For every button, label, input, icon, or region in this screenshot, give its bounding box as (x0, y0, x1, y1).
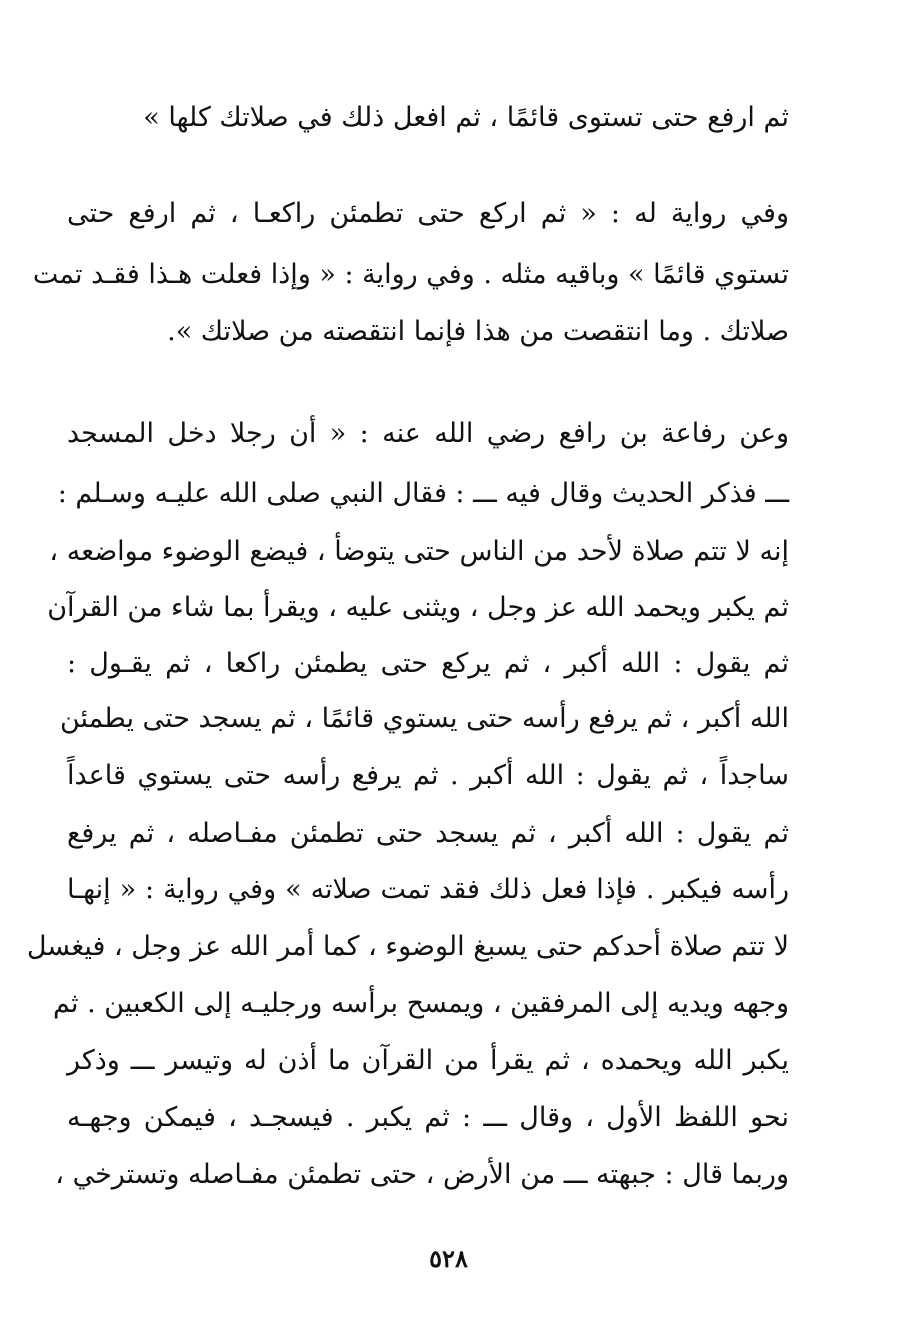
text-line: ـــ فذكر الحديث وقال فيه ـــ : فقال النبي صلى الله عليـه وسـلم : (57, 478, 789, 509)
text-line: وعن رفاعة بن رافع رضي الله عنه : « أن رجلا دخل المسجد (67, 418, 789, 449)
text-line: ساجداً ، ثم يقول : الله أكبر . ثم يرفع رأسه حتى يستوي قاعداً (67, 760, 789, 791)
text-line: ثم يقول : الله أكبر ، ثم يركع حتى يطمئن راكعا ، ثم يقـول : (67, 648, 789, 679)
text-line: ثم ارفع حتى تستوى قائمًا ، ثم افعل ذلك في صلاتك كلها » (143, 102, 789, 133)
text-line: الله أكبر ، ثم يرفع رأسه حتى يستوي قائمًا ، ثم يسجد حتى يطمئن (59, 703, 789, 734)
text-line: وفي رواية له : « ثم اركع حتى تطمئن راكعـا ، ثم ارفع حتى (67, 198, 789, 229)
text-line: ثم يقول : الله أكبر ، ثم يسجد حتى تطمئن مفـاصله ، ثم يرفع (67, 818, 789, 849)
text-line: ثم يكبر ويحمد الله عز وجل ، ويثنى عليه ، ويقرأ بما شاء من القرآن (47, 592, 789, 623)
text-line: إنه لا تتم صلاة لأحد من الناس حتى يتوضأ ، فيضع الوضوء مواضعه ، (49, 536, 789, 567)
text-line: نحو اللفظ الأول ، وقال ـــ : ثم يكبر . فيسجـد ، فيمكن وجهـه (67, 1102, 789, 1133)
text-line: لا تتم صلاة أحدكم حتى يسبغ الوضوء ، كما أمر الله عز وجل ، فيغسل (26, 931, 789, 962)
text-line: رأسه فيكبر . فإذا فعل ذلك فقد تمت صلاته » وفي رواية : « إنهـا (67, 874, 789, 905)
text-line: تستوي قائمًا » وباقيه مثله . وفي رواية : « وإذا فعلت هـذا فقـد تمت (32, 259, 789, 290)
text-line: وربما قال : جبهته ـــ من الأرض ، حتى تطمئن مفـاصله وتسترخي ، (55, 1159, 789, 1190)
page-number: ٥٢٨ (429, 1244, 468, 1273)
text-line: يكبر الله ويحمده ، ثم يقرأ من القرآن ما أذن له وتيسر ـــ وذكر (67, 1045, 789, 1076)
text-line: وجهه ويديه إلى المرفقين ، ويمسح برأسه ورجليـه إلى الكعبين . ثم (53, 988, 789, 1019)
text-line: صلاتك . وما انتقصت من هذا فإنما انتقصته من صلاتك ». (167, 316, 789, 347)
